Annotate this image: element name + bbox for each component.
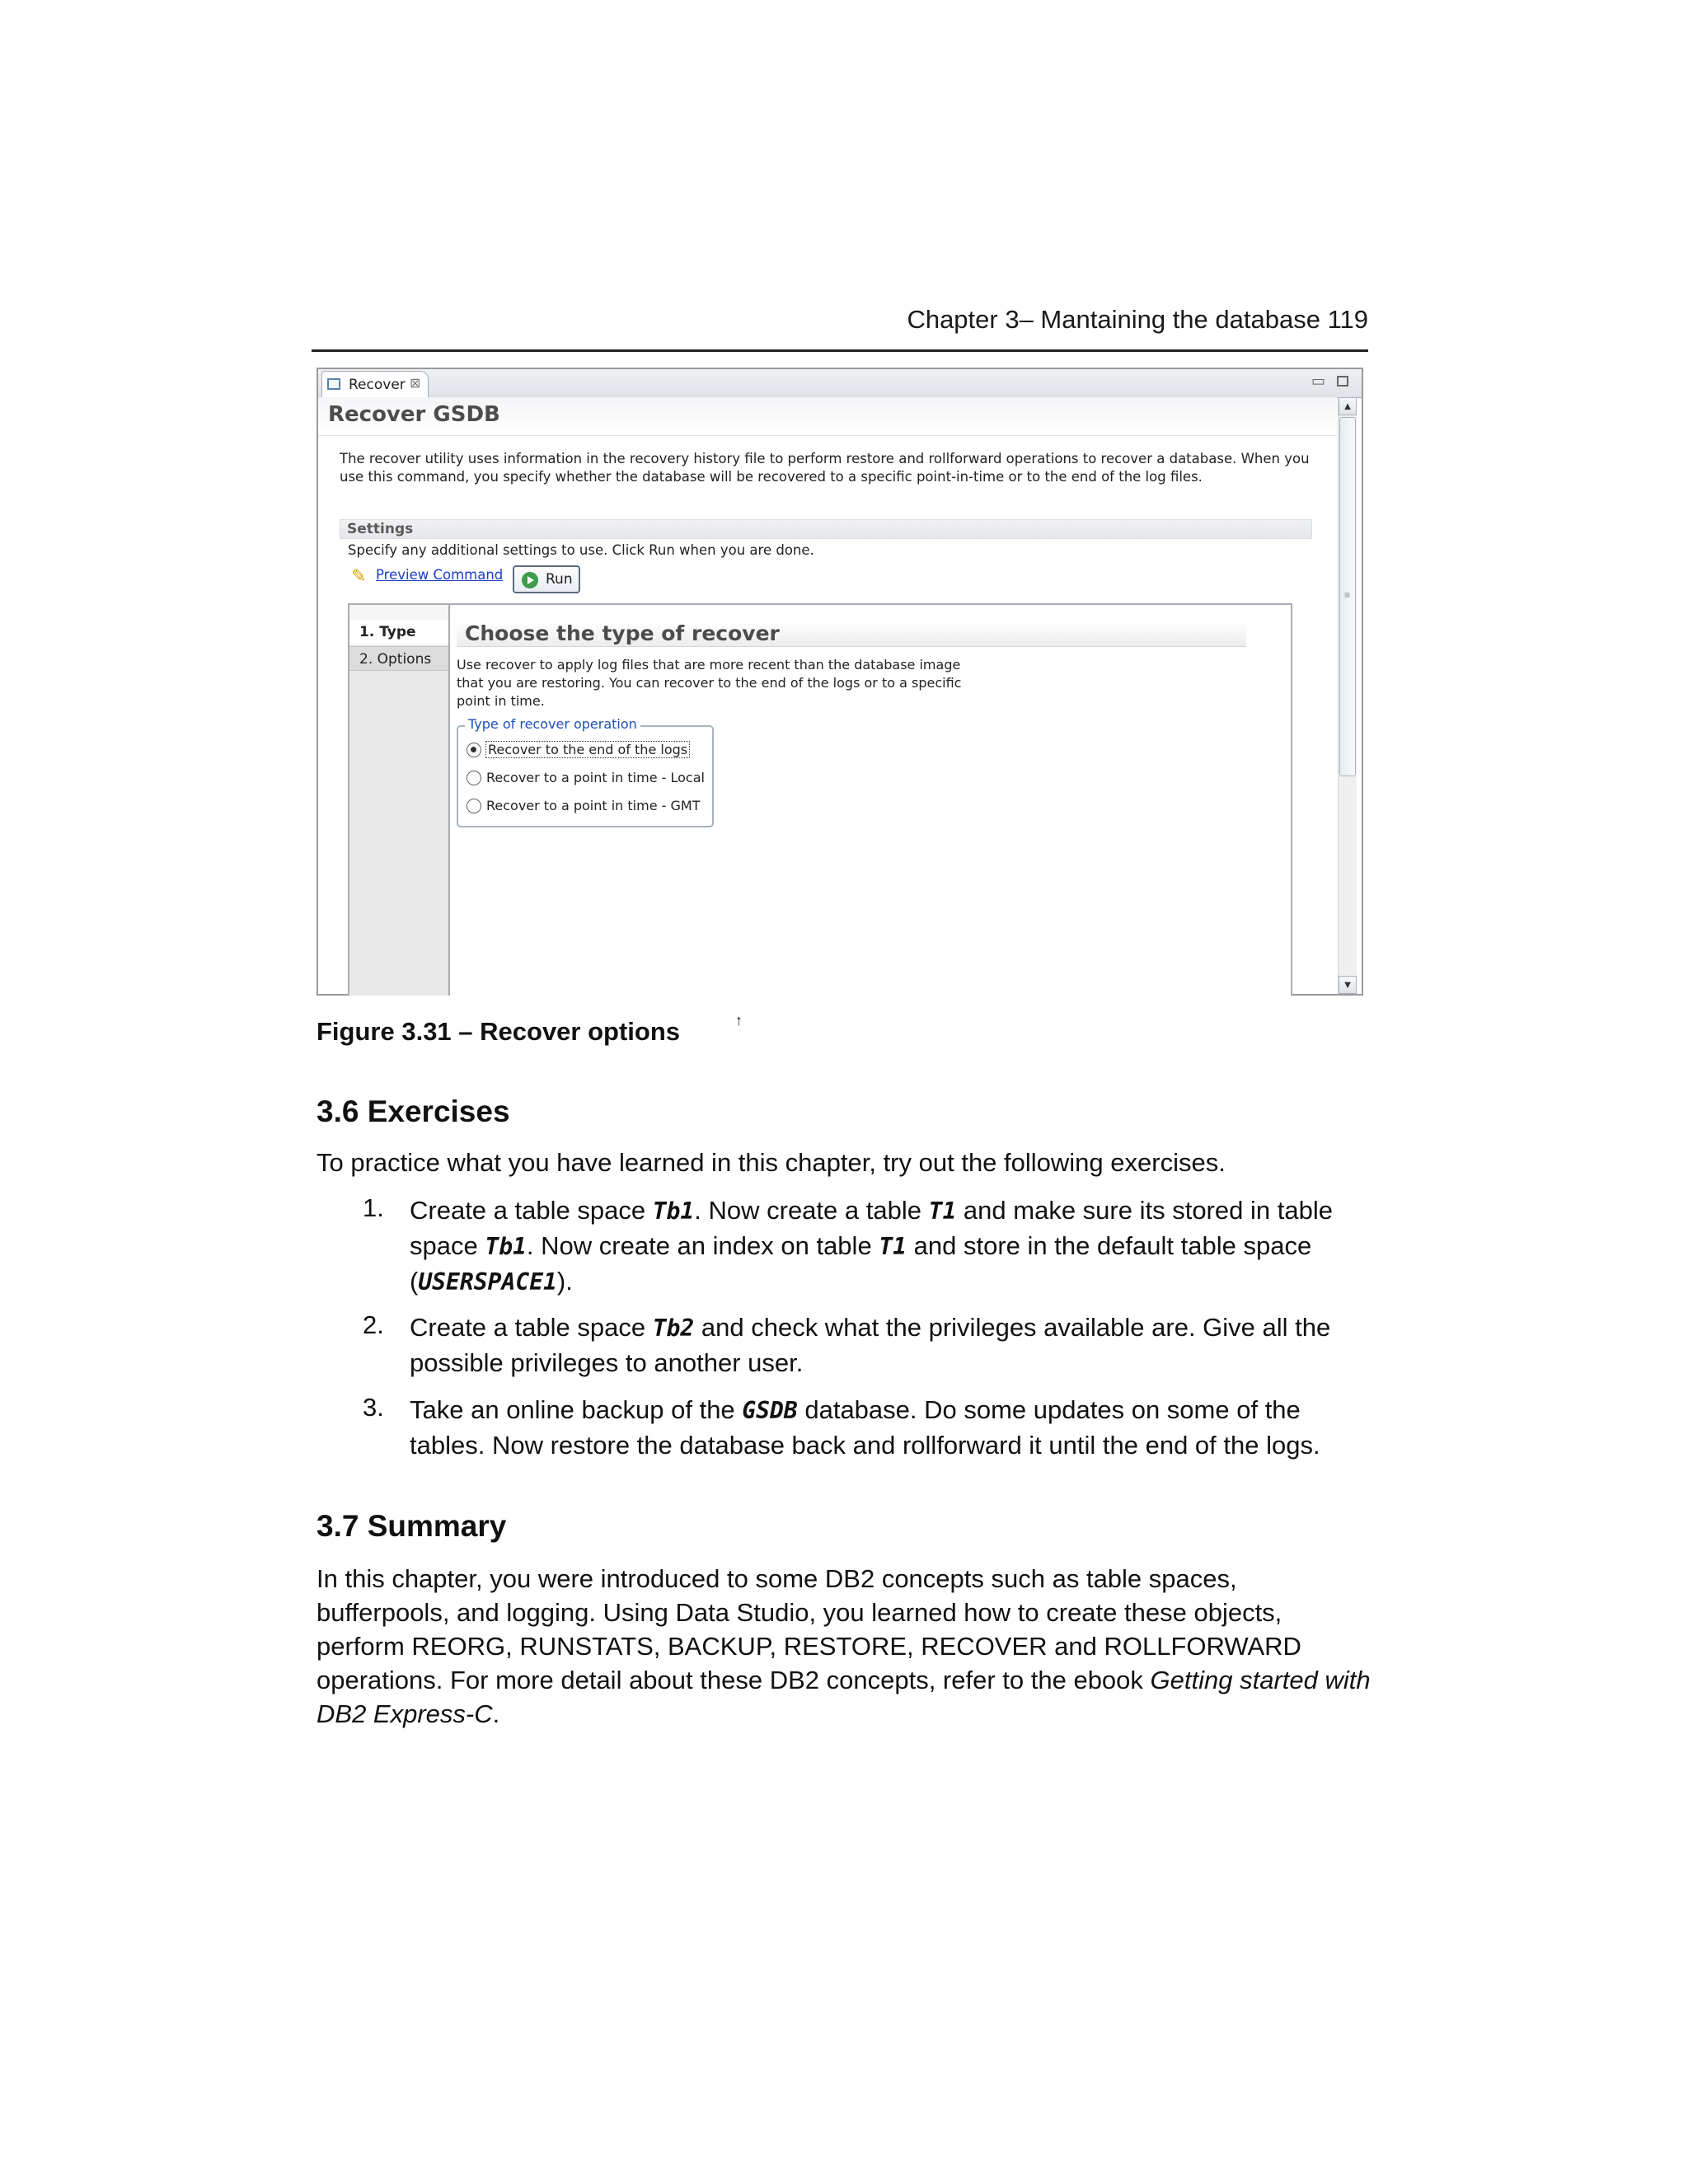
settings-description: Specify any additional settings to use. Click Run when you are done.	[348, 542, 814, 558]
grip-icon: ≡	[1344, 589, 1351, 601]
minimize-icon[interactable]: ▭	[1311, 373, 1325, 389]
page-title: Choose the type of recover	[465, 621, 780, 645]
editor-intro-text: The recover utility uses information in the recovery history file to perform restore and rollforward operations to recover a database. When you use this command, you specify whether the database will be recovered to a specific point-in-time or to the end of the log files.	[340, 451, 1310, 485]
preview-command-link[interactable]: Preview Command	[376, 567, 504, 583]
nav-item-options[interactable]: 2. Options	[349, 646, 448, 671]
code-term: GSDB	[742, 1397, 798, 1424]
exercises-intro: To practice what you have learned in this chapter, try out the following exercises.	[316, 1148, 1226, 1177]
recover-wizard-panel	[348, 603, 1292, 996]
code-term: USERSPACE1	[418, 1268, 557, 1296]
item-number: 3.	[363, 1393, 384, 1422]
item-number: 2.	[363, 1310, 384, 1339]
radio-button[interactable]	[467, 771, 481, 785]
book-title: Getting started with DB2 Express-C	[316, 1666, 1371, 1728]
item-text: Take an online backup of the GSDB database. Do some updates on some of the tables. Now restore the database back and rollforward it until the end of the logs.	[410, 1395, 1320, 1460]
editor-title: Recover GSDB	[328, 402, 500, 427]
nav-item-type[interactable]: 1. Type	[349, 620, 448, 644]
code-term: Tb1	[485, 1233, 527, 1260]
vertical-scrollbar[interactable]	[1338, 397, 1357, 994]
page-title-band	[457, 621, 1246, 647]
settings-title: Settings	[347, 521, 414, 537]
code-term: Tb2	[652, 1315, 695, 1342]
scroll-thumb[interactable]	[1339, 417, 1356, 776]
recover-tab[interactable]	[321, 371, 429, 398]
preview-command-icon: ✎	[351, 565, 367, 586]
resize-cursor-icon: ↑	[735, 1012, 743, 1029]
code-term: Tb1	[652, 1197, 695, 1225]
run-icon	[522, 572, 538, 588]
running-header: Chapter 3– Mantaining the database 119	[907, 305, 1368, 334]
close-icon[interactable]: ⊠	[410, 375, 421, 391]
radio-label: Recover to the end of the logs	[488, 742, 688, 757]
run-label: Run	[546, 571, 573, 588]
exercises-heading: 3.6 Exercises	[316, 1094, 510, 1128]
scroll-up-icon[interactable]: ▲	[1339, 397, 1357, 415]
editor-icon	[327, 378, 340, 390]
run-button[interactable]	[513, 565, 580, 593]
summary-heading: 3.7 Summary	[316, 1509, 507, 1543]
scroll-down-icon[interactable]: ▼	[1339, 976, 1357, 994]
item-text: Create a table space Tb1. Now create a table T1 and make sure its stored in table space Tb1. Now create an index on table T1 and store in the default table space (USERSPACE1).	[410, 1196, 1333, 1296]
item-number: 1.	[363, 1193, 384, 1222]
page-description: Use recover to apply log files that are more recent than the database image that you are restoring. You can recover to the end of the logs or to a specific point in time.	[457, 657, 962, 709]
recover-editor-screenshot	[316, 368, 1363, 1029]
header-rule	[312, 349, 1368, 352]
code-term: T1	[928, 1197, 957, 1225]
code-term: T1	[879, 1233, 907, 1260]
tab-label: Recover	[349, 377, 406, 393]
wizard-nav-header	[349, 605, 448, 621]
recover-type-group	[457, 716, 714, 827]
radio-button[interactable]	[467, 799, 481, 813]
radio-button-selected[interactable]	[467, 743, 481, 757]
item-text: Create a table space Tb2 and check what the privileges available are. Give all the possible privileges to another user.	[410, 1313, 1331, 1377]
radio-label: Recover to a point in time - Local	[486, 770, 705, 785]
editor-content	[318, 397, 1337, 1029]
editor-tab-bar	[318, 369, 1362, 398]
radio-label: Recover to a point in time - GMT	[486, 798, 701, 813]
maximize-icon[interactable]	[1337, 376, 1348, 387]
group-label: Type of recover operation	[465, 716, 640, 732]
wizard-nav	[349, 605, 450, 996]
settings-section-header	[340, 519, 1312, 539]
figure-caption: Figure 3.31 – Recover options	[316, 1017, 681, 1046]
summary-paragraph: In this chapter, you were introduced to some DB2 concepts such as table spaces, bufferpools, and logging. Using Data Studio, you learned how to create these objects, perform REORG, RUNSTATS, BACKUP, RESTORE, RECOVER and ROLLFORWARD operations. For more detail about these DB2 concepts, refer to the ebook Getting started with DB2 Express-C.	[316, 1564, 1371, 1728]
